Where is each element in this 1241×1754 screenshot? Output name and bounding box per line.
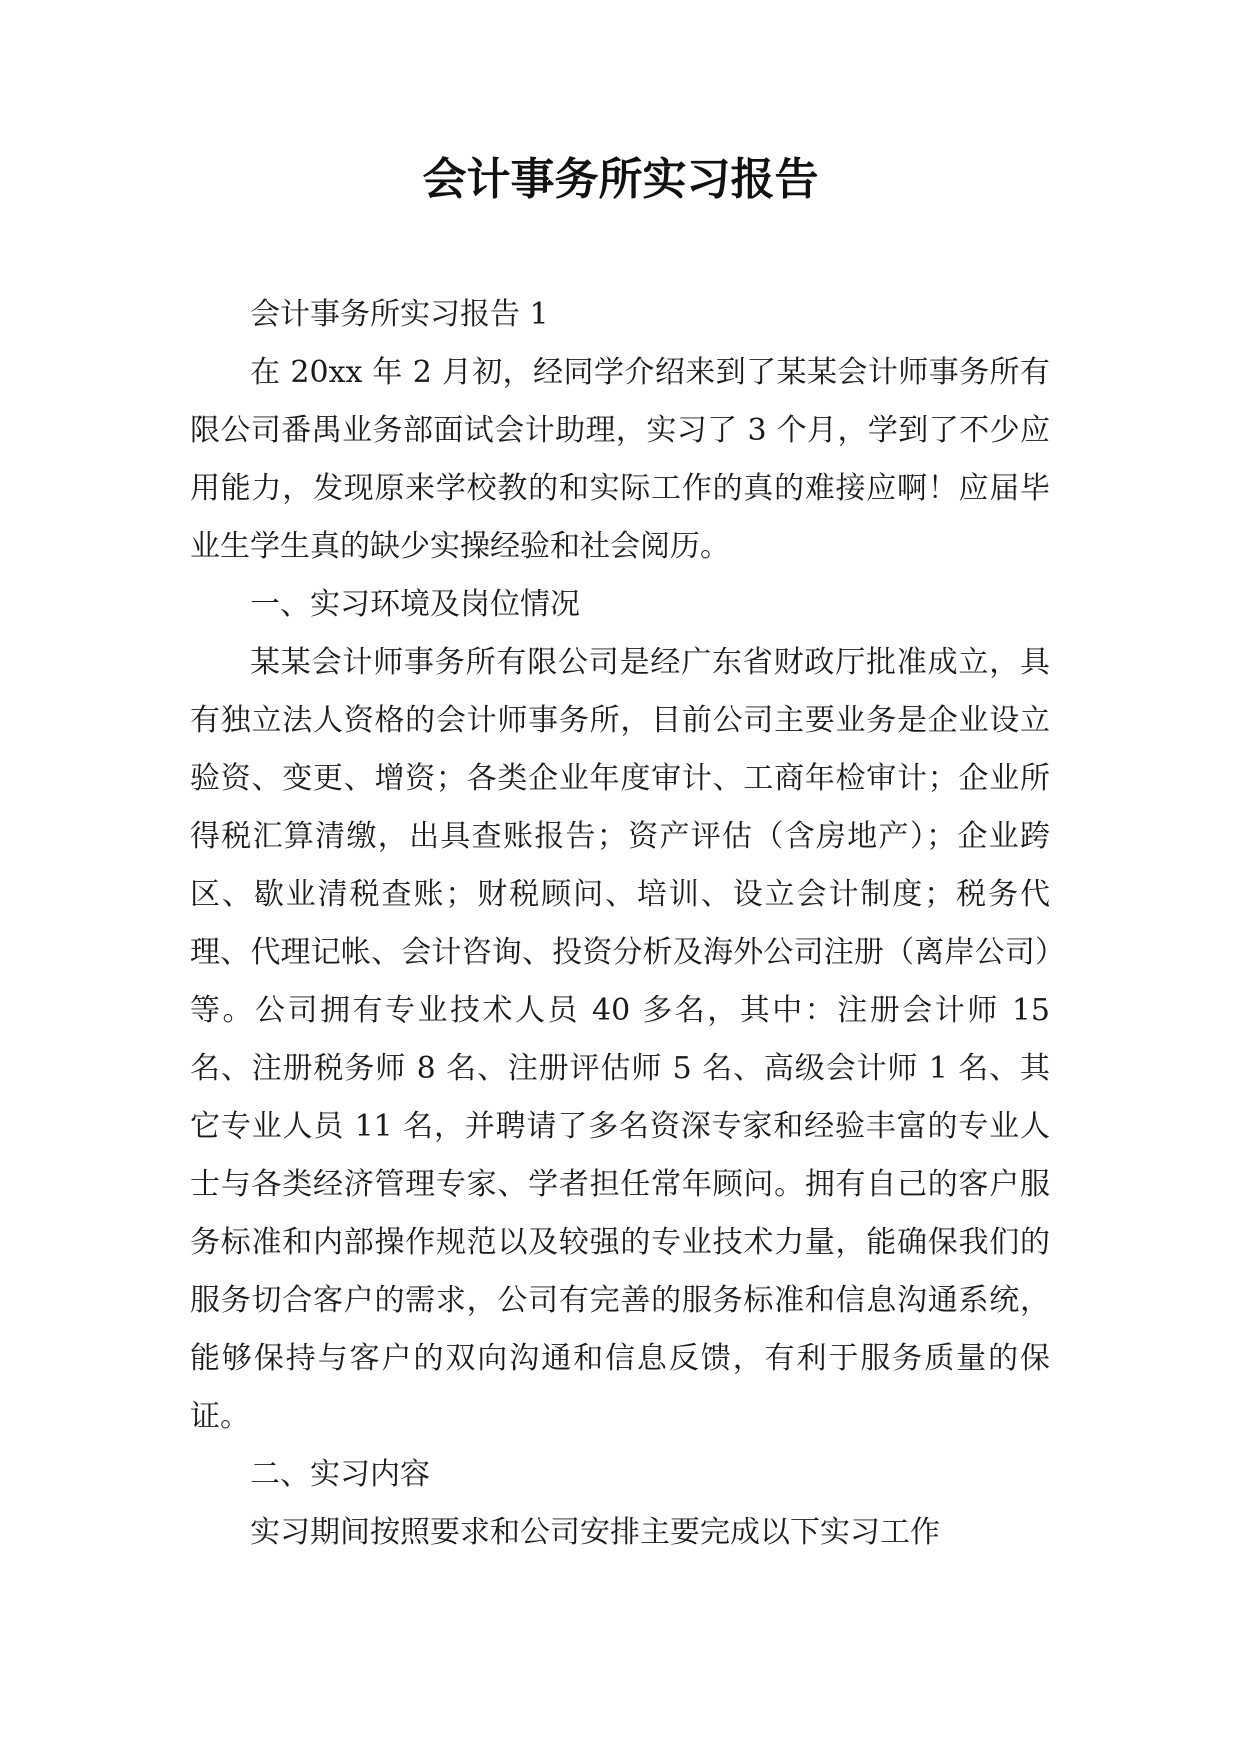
content-paragraph: 实习期间按照要求和公司安排主要完成以下实习工作 (250, 1515, 940, 1550)
company-paragraph: 某某会计师事务所有限公司是经广东省财政厅批准成立，具有独立法人资格的会计师事务所，目前公司主要业务是企业设立验资、变更、增资；各类企业年度审计、工商年检审计；企业所得税汇算清缴，出具查账报告；资产评估（含房地产）；企业跨区、歇业清税查账；财税顾问、培训、设立会计制度；税务代理、代理记帐、会计咨询、投资分析及海外公司注册（离岸公司）等。公司拥有专业技术人员 40 多名，其中：注册会计师 15 名、注册税务师 8 名、注册评估师 5 名、高级会计师 1 名、其它专业人员 11 名，并聘请了多名资深专家和经验丰富的专业人士与各类经济管理专家、学者担任常年顾问。拥有自己的客户服务标准和内部操作规范以及较强的专业技术力量，能确保我们的服务切合客户的需求，公司有完善的服务标准和信息沟通系统，能够保持与客户的双向沟通和信息反馈，有利于服务质量的保证。 (190, 645, 1050, 1434)
section-heading-content: 二、实习内容 (250, 1457, 430, 1492)
document-title: 会计事务所实习报告 (422, 154, 819, 205)
report-subtitle: 会计事务所实习报告 1 (250, 297, 549, 332)
section-heading-environment: 一、实习环境及岗位情况 (250, 587, 580, 622)
intro-paragraph: 在 20xx 年 2 月初，经同学介绍来到了某某会计师事务所有限公司番禺业务部面试会计助理，实习了 3 个月，学到了不少应用能力，发现原来学校教的和实际工作的真的难接应啊！应届毕业生学生真的缺少实操经验和社会阅历。 (190, 355, 1050, 564)
document-body (190, 286, 1050, 1562)
